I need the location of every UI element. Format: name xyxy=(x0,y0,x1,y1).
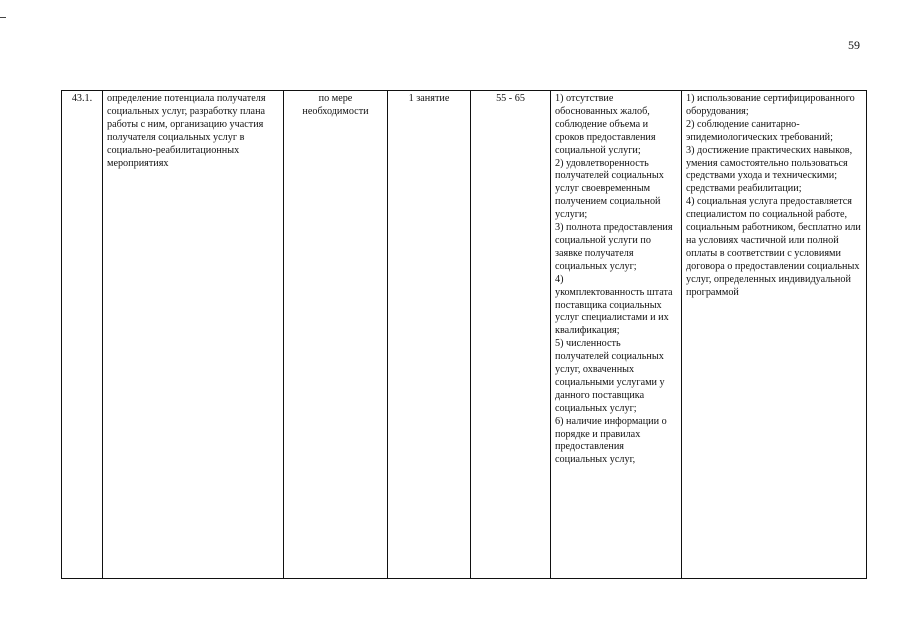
service-price-cell xyxy=(471,91,551,579)
service-price: 55 - 65 xyxy=(496,93,525,104)
service-description-cell xyxy=(103,91,284,579)
service-volume-cell xyxy=(388,91,471,579)
service-conditions: 1) использование сертифицированного оборудования; 2) соблюдение санитарно-эпидемиологических требований; 3) достижение практических навыков, умения самостоятельно пользоваться средствами ухода и техническими; средствами реабилитации; 4) социальная услуга предоставляется специалистом по социальной работе, социальным работником, бесплатно или на условиях частичной или полной оплаты в соответствии с условиями договора о предоставлении социальных услуг, определенных индивидуальной программой xyxy=(686,93,861,298)
quality-indicators: 1) отсутствие обоснованных жалоб, соблюдение объема и сроков предоставления социальной услуги; 2) удовлетворенность получателей социальных услуг своевременным получением социальной услуги; 3) полнота предоставления социальной услуги по заявке получателя социальных услуг; 4) укомплектованность штата поставщика социальных услуг специалистами и их квалификация; 5) численность получателей социальных услуг, охваченных социальными услугами у данного поставщика социальных услуг; 6) наличие информации о порядке и правилах предоставления социальных услуг, xyxy=(555,93,673,466)
page-number: 59 xyxy=(848,38,860,52)
row-number: 43.1. xyxy=(71,93,93,104)
row-number-cell xyxy=(62,91,103,579)
service-volume: 1 занятие xyxy=(408,93,450,104)
services-table xyxy=(61,90,867,579)
table-row xyxy=(62,91,867,579)
service-period-cell xyxy=(284,91,388,579)
service-description: определение потенциала получателя социальных услуг, разработку плана работы с ним, организацию участия получателя социальных услуг в социально-реабилитационных мероприятиях xyxy=(107,93,266,169)
scan-edge-mark xyxy=(0,17,6,18)
service-period: по мере необходимости xyxy=(302,93,369,117)
service-conditions-cell xyxy=(682,91,867,579)
quality-indicators-cell xyxy=(551,91,682,579)
